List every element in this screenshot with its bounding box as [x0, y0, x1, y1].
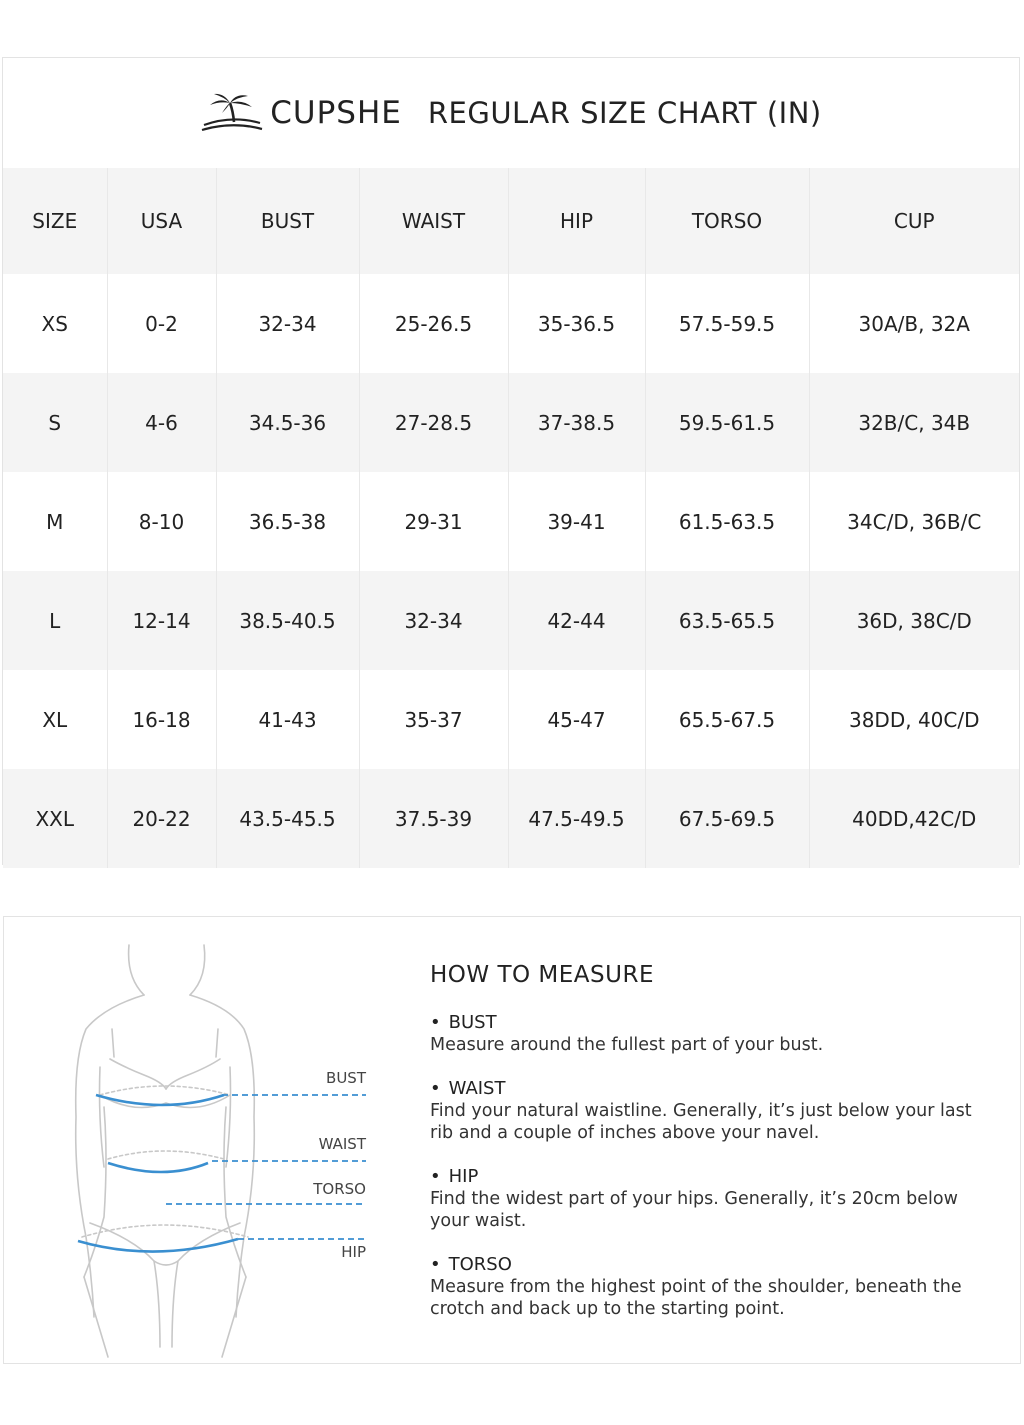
how-to-measure-card — [3, 916, 1021, 1364]
column-header: TORSO — [645, 168, 809, 274]
table-cell: 16-18 — [107, 670, 216, 769]
table-cell: S — [48, 410, 62, 435]
table-cell: 30A/B, 32A — [809, 274, 1019, 373]
table-row — [3, 670, 1019, 769]
bust-label: BUST — [326, 1069, 366, 1087]
table-cell: 42-44 — [508, 571, 645, 670]
chart-header — [3, 58, 1019, 168]
item-title: TORSO — [448, 1254, 512, 1275]
waist-label: WAIST — [318, 1135, 366, 1153]
table-cell: 4-6 — [107, 373, 216, 472]
item-description: Find your natural waistline. Generally, it’s just below your last rib and a couple of inches above your navel. — [430, 1101, 972, 1143]
table-cell: L — [49, 608, 61, 633]
table-cell: 40DD,42C/D — [809, 769, 1019, 868]
table-cell: 20-22 — [107, 769, 216, 868]
item-title: WAIST — [448, 1078, 506, 1099]
item-description: Measure from the highest point of the shoulder, beneath the crotch and back up to the starting point. — [430, 1277, 962, 1319]
table-row — [3, 571, 1019, 670]
column-header: CUP — [809, 168, 1019, 274]
measure-item-bust — [430, 1012, 1000, 1056]
table-cell: 63.5-65.5 — [645, 571, 809, 670]
section-title: HOW TO MEASURE — [430, 962, 654, 988]
table-cell: XXL — [35, 806, 75, 831]
size-chart-card — [2, 57, 1020, 865]
table-cell: 35-36.5 — [508, 274, 645, 373]
item-title: BUST — [448, 1012, 497, 1033]
page-title: REGULAR SIZE CHART (IN) — [427, 96, 822, 130]
table-cell: 65.5-67.5 — [645, 670, 809, 769]
column-header: BUST — [216, 168, 359, 274]
column-header: SIZE — [32, 209, 78, 233]
torso-label: TORSO — [313, 1180, 366, 1198]
item-description: Measure around the fullest part of your bust. — [430, 1035, 824, 1055]
table-cell: 32-34 — [359, 571, 508, 670]
table-cell: 32B/C, 34B — [809, 373, 1019, 472]
table-row — [3, 769, 1019, 868]
table-cell: 43.5-45.5 — [216, 769, 359, 868]
measure-item-hip — [430, 1166, 1000, 1232]
size-table — [3, 168, 1019, 868]
table-header-row — [3, 168, 1019, 274]
bullet-icon: • — [430, 1012, 441, 1033]
table-cell: 47.5-49.5 — [508, 769, 645, 868]
table-cell: 67.5-69.5 — [645, 769, 809, 868]
bullet-icon: • — [430, 1254, 441, 1275]
table-cell: 41-43 — [216, 670, 359, 769]
table-cell: 36D, 38C/D — [809, 571, 1019, 670]
palm-tree-icon — [200, 91, 264, 135]
table-cell: 61.5-63.5 — [645, 472, 809, 571]
table-cell: 38.5-40.5 — [216, 571, 359, 670]
table-cell: 37-38.5 — [508, 373, 645, 472]
table-cell: 8-10 — [107, 472, 216, 571]
table-cell: 37.5-39 — [359, 769, 508, 868]
table-cell: XL — [42, 707, 68, 732]
table-cell: 38DD, 40C/D — [809, 670, 1019, 769]
table-cell: 0-2 — [107, 274, 216, 373]
table-cell: 34C/D, 36B/C — [809, 472, 1019, 571]
table-cell: M — [46, 509, 64, 534]
table-row — [3, 373, 1019, 472]
measure-item-torso — [430, 1254, 1000, 1320]
brand-logo — [200, 91, 402, 135]
table-cell: 36.5-38 — [216, 472, 359, 571]
table-cell: 34.5-36 — [216, 373, 359, 472]
how-to-measure-section — [430, 962, 1000, 1342]
bullet-icon: • — [430, 1078, 441, 1099]
brand-name: CUPSHE — [270, 95, 402, 131]
hip-label: HIP — [341, 1243, 366, 1261]
table-cell: 45-47 — [508, 670, 645, 769]
table-row — [3, 274, 1019, 373]
table-cell: 39-41 — [508, 472, 645, 571]
item-description: Find the widest part of your hips. Generally, it’s 20cm below your waist. — [430, 1189, 958, 1231]
body-figure — [4, 917, 424, 1363]
table-cell: 29-31 — [359, 472, 508, 571]
bullet-icon: • — [430, 1166, 441, 1187]
table-cell: 25-26.5 — [359, 274, 508, 373]
table-cell: 59.5-61.5 — [645, 373, 809, 472]
table-cell: XS — [41, 311, 68, 336]
table-cell: 12-14 — [107, 571, 216, 670]
table-cell: 27-28.5 — [359, 373, 508, 472]
measure-item-waist — [430, 1078, 1000, 1144]
table-cell: 35-37 — [359, 670, 508, 769]
table-row — [3, 472, 1019, 571]
column-header: WAIST — [359, 168, 508, 274]
item-title: HIP — [448, 1166, 479, 1187]
table-cell: 32-34 — [216, 274, 359, 373]
column-header: HIP — [508, 168, 645, 274]
table-cell: 57.5-59.5 — [645, 274, 809, 373]
column-header: USA — [107, 168, 216, 274]
